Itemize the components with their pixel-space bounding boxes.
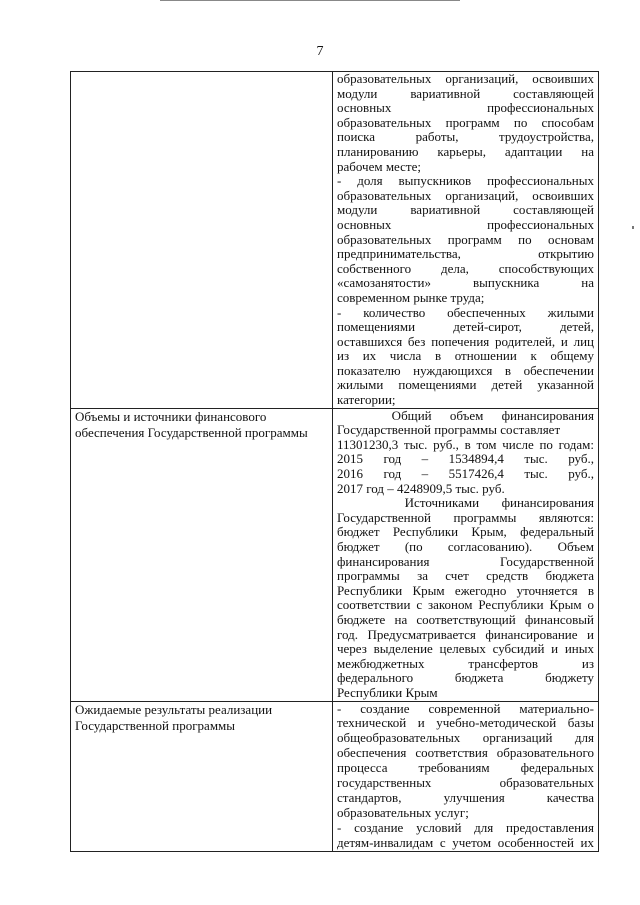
row-content-line: образовательных организаций, освоивших (337, 188, 594, 203)
row-content-line: из их числа в отношении к общему (337, 349, 594, 364)
row-content-line: Государственной программы составляет (337, 423, 561, 438)
row-content-line: основных профессиональных (337, 101, 594, 116)
row-content-line: - создание современной материально- (337, 701, 594, 716)
row-content-line: бюджет Республики Крым, федеральный (337, 525, 594, 540)
row-content-line: стандартов, улучшения качества (337, 790, 594, 805)
row-content-line: помещениями детей-сирот, детей, (337, 320, 594, 335)
row-content-line: бюджете на соответствующий финансовый (337, 612, 594, 627)
row-content-cell (333, 72, 599, 409)
row-content-line: Республики Крым (337, 685, 438, 700)
row-content-line: показателю нуждающихся в обеспечении (337, 363, 594, 378)
row-content-line: процесса требованиям федеральных (337, 761, 594, 776)
row-content-line: основных профессиональных (337, 217, 594, 232)
row-content-line: год. Предусматривается финансирование и (337, 627, 594, 642)
row-content-line: 2016 год – 5517426,4 тыс. руб., (337, 467, 594, 482)
row-label-cell (71, 72, 333, 409)
scan-speck (632, 226, 634, 229)
row-content-line: образовательных программ по способам (337, 115, 594, 130)
row-content-line: - доля выпускников профессиональных (337, 174, 594, 189)
row-label-line: Государственной программы (75, 717, 236, 733)
table-row (71, 408, 599, 701)
row-content-line: межбюджетных трансфертов из (337, 656, 594, 671)
row-content-line: категории; (337, 393, 396, 408)
row-content-line: обеспечения соответствия образовательного (337, 746, 594, 761)
row-content-line: образовательных программ по основам (337, 232, 594, 247)
row-content-line: оставшихся без попечения родителей, и лиц (337, 334, 594, 349)
passport-table (70, 71, 599, 852)
row-content-line: через выделение целевых субсидий и иных (337, 642, 594, 657)
table-row (71, 72, 599, 409)
row-content-line: детям-инвалидам с учетом особенностей их (337, 835, 594, 850)
row-content-line: образовательных организаций, освоивших (337, 72, 594, 86)
table-row (71, 701, 599, 851)
row-content-line: бюджет (по согласованию). Объем (337, 540, 594, 554)
row-content-line: 2017 год – 4248909,5 тыс. руб. (337, 481, 505, 496)
row-content-line: жилыми помещениями детей указанной (337, 378, 594, 393)
row-content-line: модули вариативной составляющей (337, 86, 594, 101)
row-content-line: поиска работы, трудоустройства, (337, 130, 594, 145)
row-content-line: предпринимательства, открытию (337, 247, 594, 262)
row-content-line: - создание условий для предоставления (337, 820, 594, 835)
top-rule (160, 0, 460, 1)
row-content-line: финансирования Государственной (337, 554, 594, 569)
row-content-line: технической и учебно-методической базы (337, 716, 594, 731)
row-content-line: образовательных услуг; (337, 805, 469, 820)
row-content-line: Республики Крым ежегодно уточняется в (337, 583, 594, 598)
page-number: 7 (316, 44, 324, 59)
row-content-line: современном рынке труда; (337, 290, 485, 305)
row-content-line: планированию карьеры, адаптации на (337, 144, 594, 159)
row-content-line: соответствии с законом Республики Крым о (337, 598, 594, 613)
row-label-line: обеспечения Государственной программы (75, 424, 308, 440)
row-content-line: федерального бюджета бюджету (337, 671, 594, 686)
row-content-cell (333, 701, 599, 851)
row-content-line: рабочем месте; (337, 159, 421, 174)
row-content-line: собственного дела, способствующих (337, 261, 594, 276)
row-content-line: государственных образовательных (337, 776, 594, 791)
row-label-cell (71, 701, 333, 851)
row-content-line: 11301230,3 тыс. руб., в том числе по годам: (337, 437, 594, 452)
row-content-line: программы за счет средств бюджета (337, 569, 594, 584)
row-content-line: модули вариативной составляющей (337, 203, 594, 218)
row-content-line: - количество обеспеченных жилыми (337, 305, 594, 320)
row-content-line: 2015 год – 1534894,4 тыс. руб., (337, 452, 594, 467)
row-content-line: Общий объем финансирования (337, 408, 594, 423)
row-content-line: Государственной программы являются: (337, 510, 594, 525)
row-label-cell (71, 408, 333, 701)
row-content-line: Источниками финансирования (337, 496, 594, 511)
row-label-line: Объемы и источники финансового (75, 408, 267, 424)
row-content-line: «самозанятости» выпускника на (337, 276, 594, 291)
row-label-line: Ожидаемые результаты реализации (75, 701, 273, 717)
row-content-line: общеобразовательных организаций для (337, 731, 594, 746)
row-content-cell (333, 408, 599, 701)
